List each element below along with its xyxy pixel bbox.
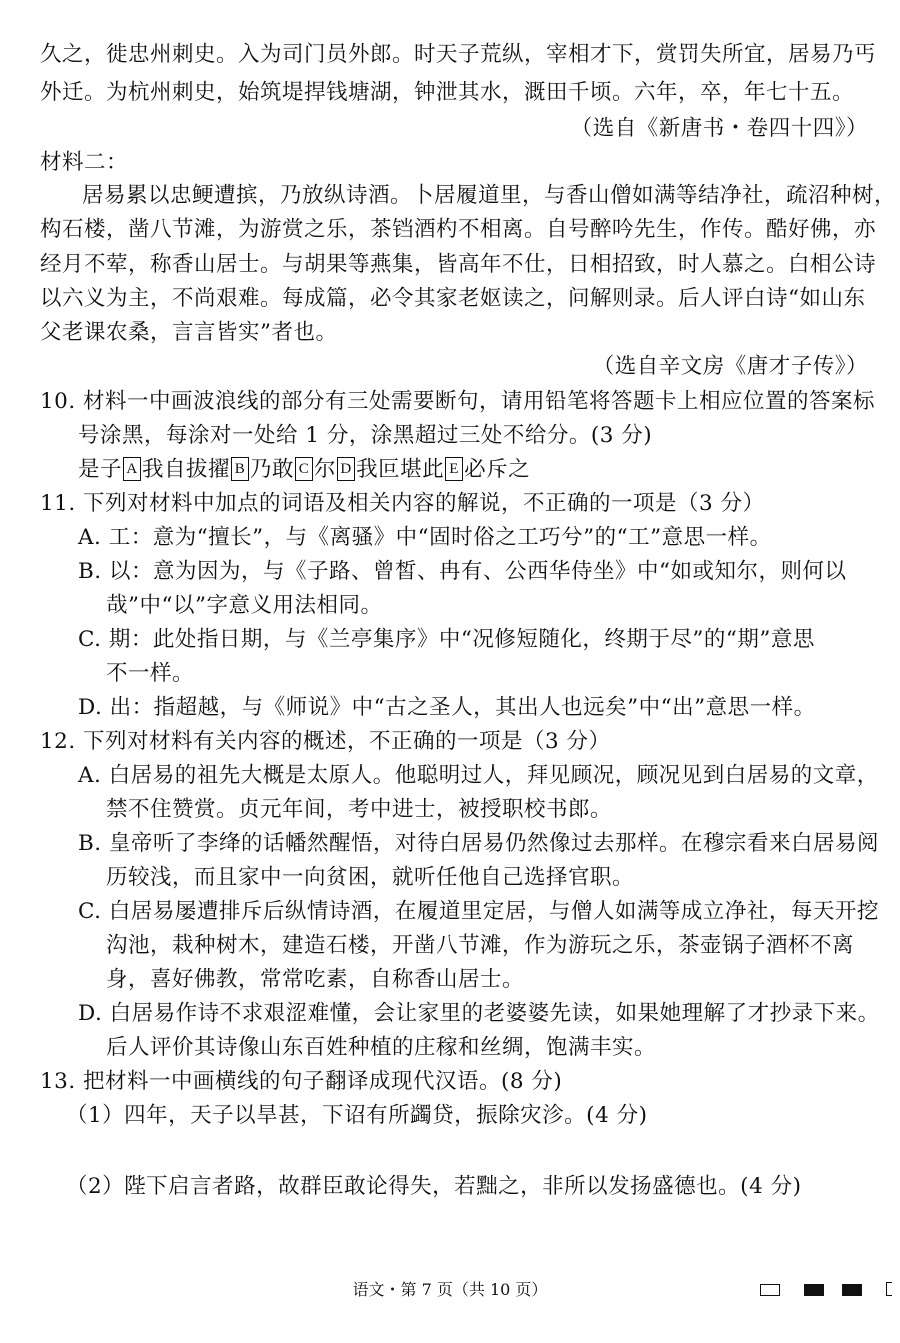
q10-box-b[interactable]: B: [231, 457, 249, 481]
page-footer: 语文・第 7 页（共 10 页）: [352, 1280, 548, 1299]
q12-option-c-cont: 沟池，栽种树木，建造石楼，开凿八节滩，作为游玩之乐，茶壶锅子酒杯不离: [106, 933, 855, 958]
q10-box-c[interactable]: C: [295, 457, 313, 481]
scan-mark-filled: [842, 1284, 862, 1296]
material2-line: 构石楼，凿八节滩，为游赏之乐，茶铛酒杓不相离。自号醉吟先生，作传。酷好佛，亦: [40, 217, 877, 242]
material1-source: （选自《新唐书・卷四十四》）: [570, 116, 868, 141]
q10-box-e[interactable]: E: [445, 457, 463, 481]
q12-option-b-cont: 历较浅，而且家中一向贫困，就听任他自己选择官职。: [106, 865, 635, 890]
q11-option-d: D. 出：指超越，与《师说》中“古之圣人，其出人也远矣”中“出”意思一样。: [78, 695, 816, 720]
q12-option-a-cont: 禁不住赞赏。贞元年间，考中进士，被授职校书郎。: [106, 797, 613, 822]
q12-stem: 12. 下列对材料有关内容的概述，不正确的一项是（3 分）: [40, 729, 611, 754]
q13-sentence-1: （1）四年，天子以旱甚，下诏有所蠲贷，振除灾沴。(4 分): [66, 1103, 648, 1128]
q10-stem-line2: 号涂黑，每涂对一处给 1 分，涂黑超过三处不给分。(3 分): [78, 423, 653, 448]
q11-option-b-cont: 哉”中“以”字意义用法相同。: [106, 593, 383, 618]
scan-mark-outline: [760, 1284, 780, 1296]
material2-line: 居易累以忠鲠遭摈，乃放纵诗酒。卜居履道里，与香山僧如满等结净社，疏沼种树，: [82, 183, 897, 208]
q12-option-d: D. 白居易作诗不求艰涩难懂，会让家里的老婆婆先读，如果她理解了才抄录下来。: [78, 1001, 880, 1026]
q10-segment: 尔: [314, 457, 337, 482]
q10-segment: 乃敢: [250, 457, 295, 482]
q12-option-d-cont: 后人评价其诗像山东百姓种植的庄稼和丝绸，饱满丰实。: [106, 1035, 657, 1060]
material2-line: 父老课农桑，言言皆实”者也。: [40, 320, 338, 345]
material1-line1: 久之，徙忠州刺史。入为司门员外郎。时天子荒纵，宰相才下，赏罚失所宜，居易乃丐: [40, 42, 877, 67]
scan-mark-filled: [804, 1284, 824, 1296]
q10-segment: 是子: [78, 457, 123, 482]
material2-heading: 材料二：: [40, 150, 129, 175]
q11-option-c: C. 期：此处指日期，与《兰亭集序》中“况修短随化，终期于尽”的“期”意思: [78, 627, 815, 652]
q11-option-a: A. 工：意为“擅长”，与《离骚》中“固时俗之工巧兮”的“工”意思一样。: [78, 525, 772, 550]
q11-stem: 11. 下列对材料中加点的词语及相关内容的解说，不正确的一项是（3 分）: [40, 491, 765, 516]
q12-option-c-cont: 身，喜好佛教，常常吃素，自称香山居士。: [106, 967, 525, 992]
material2-source: （选自辛文房《唐才子传》）: [592, 354, 868, 379]
q12-option-b: B. 皇帝听了李绛的话幡然醒悟，对待白居易仍然像过去那样。在穆宗看来白居易阅: [78, 831, 879, 856]
q12-option-c: C. 白居易屡遭排斥后纵情诗酒，在履道里定居，与僧人如满等成立净社，每天开挖: [78, 899, 879, 924]
q10-sentence: [78, 453, 530, 487]
q13-sentence-2: （2）陛下启言者路，故群臣敢论得失，若黜之，非所以发扬盛德也。(4 分): [66, 1174, 802, 1199]
material2-line: 以六义为主，不尚艰难。每成篇，必令其家老妪读之，问解则录。后人评白诗“如山东: [40, 286, 866, 311]
q10-segment: 必斥之: [464, 457, 531, 482]
q11-option-b: B. 以：意为因为，与《子路、曾皙、冉有、公西华侍坐》中“如或知尔，则何以: [78, 559, 847, 584]
q10-box-a[interactable]: A: [123, 457, 141, 481]
q11-option-c-cont: 不一样。: [106, 661, 195, 686]
q10-segment: 我叵堪此: [356, 457, 445, 482]
material1-line2: 外迁。为杭州刺史，始筑堤捍钱塘湖，钟泄其水，溉田千顷。六年，卒，年七十五。: [40, 80, 855, 105]
q10-segment: 我自拔擢: [142, 457, 231, 482]
q10-box-d[interactable]: D: [337, 457, 355, 481]
q13-stem: 13. 把材料一中画横线的句子翻译成现代汉语。(8 分): [40, 1069, 563, 1094]
material2-line: 经月不荤，称香山居士。与胡果等燕集，皆高年不仕，日相招致，时人慕之。白相公诗: [40, 252, 877, 277]
q12-option-a: A. 白居易的祖先大概是太原人。他聪明过人，拜见顾况，顾况见到白居易的文章，: [78, 763, 879, 788]
corner-bracket: [886, 1282, 892, 1296]
q10-stem-line1: 10. 材料一中画波浪线的部分有三处需要断句，请用铅笔将答题卡上相应位置的答案标: [40, 389, 876, 414]
